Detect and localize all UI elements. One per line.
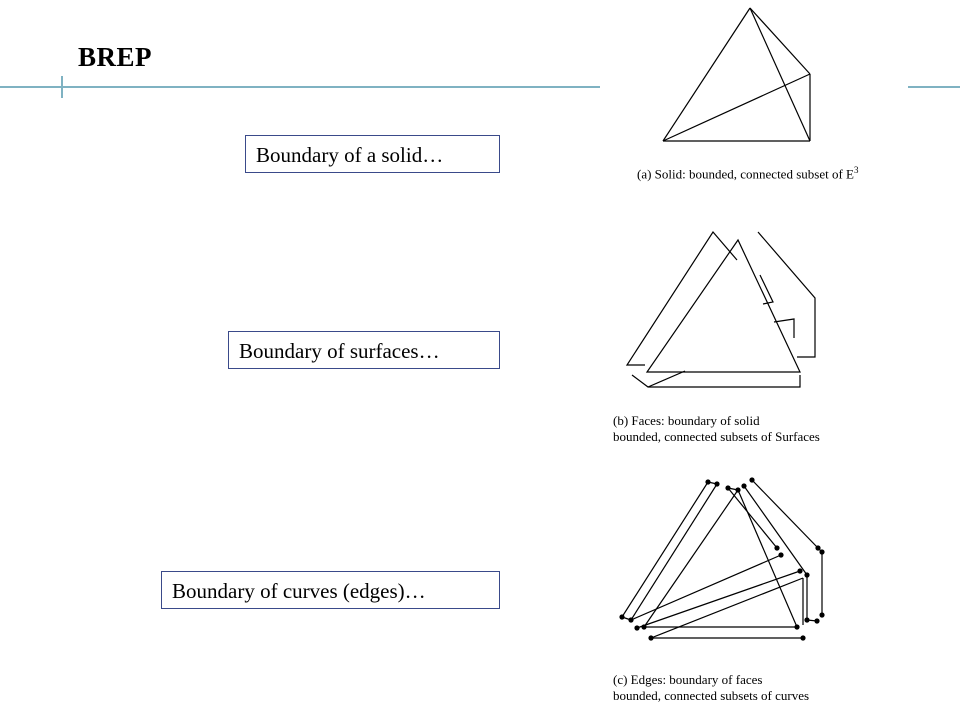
slide-title: BREP <box>78 42 153 72</box>
edge-loop-right <box>744 480 822 621</box>
caption-faces-line2: bounded, connected subsets of Surfaces <box>613 429 820 444</box>
caption-faces-line1: (b) Faces: boundary of solid <box>613 413 760 428</box>
caption-solid-superscript: 3 <box>853 165 859 175</box>
edge-loop-bridge <box>631 555 803 638</box>
caption-edges <box>613 672 809 704</box>
label-boundary-of-surfaces: Boundary of surfaces… <box>228 331 500 369</box>
caption-solid-text: (a) Solid: bounded, connected subset of E <box>637 166 854 182</box>
caption-edges-line2: bounded, connected subsets of curves <box>613 688 810 703</box>
label-boundary-of-curves: Boundary of curves (edges)… <box>161 571 500 609</box>
caption-edges-line1: (c) Edges: boundary of faces <box>613 672 763 687</box>
label-boundary-of-solid: Boundary of a solid… <box>245 135 500 173</box>
edge-vertex-dots <box>619 477 824 640</box>
edge-loop-left <box>622 482 717 620</box>
